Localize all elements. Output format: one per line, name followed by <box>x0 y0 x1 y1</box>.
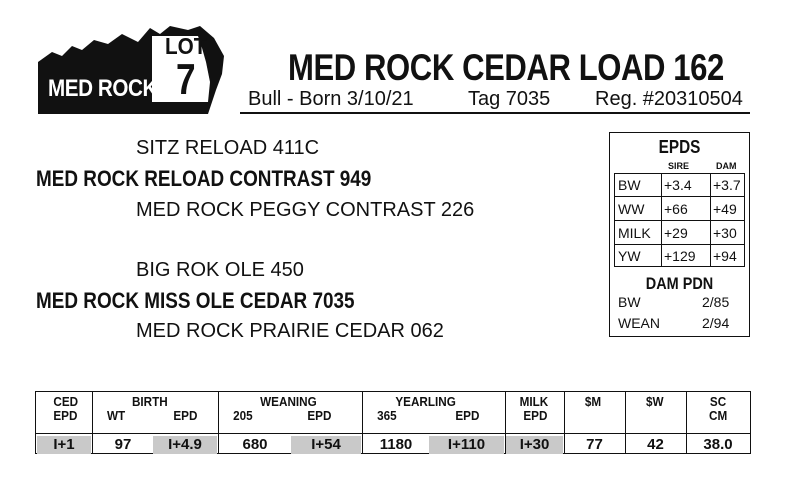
performance-table <box>35 391 751 454</box>
value-dollar-w: 42 <box>647 436 664 453</box>
epd-dam-value: +49 <box>713 201 737 217</box>
epd-dam-header: DAM <box>716 161 737 171</box>
epd-table <box>614 173 745 267</box>
epd-dam-value: +94 <box>713 248 737 264</box>
pedigree-dam-sire: BIG ROK OLE 450 <box>136 259 304 281</box>
header-rule <box>240 112 750 114</box>
value-birth-wt: 97 <box>114 436 132 453</box>
header-weaning-205: 205 <box>233 408 253 423</box>
birth-info: Bull - Born 3/10/21 <box>248 88 414 110</box>
value-sc: 38.0 <box>703 436 733 453</box>
value-milk: I+30 <box>506 436 563 454</box>
epd-row-label: BW <box>618 177 641 193</box>
header-milk-sub: EPD <box>523 408 548 423</box>
value-weaning-epd: I+54 <box>291 436 361 454</box>
lot-label: LOT <box>165 33 207 59</box>
header-dollar-w: $W <box>645 394 664 409</box>
epd-dam-value: +30 <box>713 225 737 241</box>
value-birth-epd: I+4.9 <box>153 436 217 454</box>
header-milk: MILK <box>519 394 549 409</box>
pedigree-sire: MED ROCK RELOAD CONTRAST 949 <box>36 166 372 191</box>
epd-title: EPDS <box>658 137 701 157</box>
pedigree-sire-sire: SITZ RELOAD 411C <box>136 137 320 159</box>
value-yearling-epd: I+110 <box>429 436 504 454</box>
header-ced-sub: EPD <box>53 408 78 423</box>
lot-number: 7 <box>176 55 196 104</box>
header-birth: BIRTH <box>131 394 168 409</box>
header-birth-epd: EPD <box>173 408 198 423</box>
epd-row-label: YW <box>618 248 641 264</box>
registration-number: Reg. #20310504 <box>595 88 743 110</box>
dam-pdn-value: 2/85 <box>702 294 730 310</box>
pedigree-dam: MED ROCK MISS OLE CEDAR 7035 <box>36 288 355 313</box>
header-weaning: WEANING <box>260 394 317 409</box>
header-weaning-epd: EPD <box>307 408 332 423</box>
header-sc-sub: CM <box>709 408 728 423</box>
dam-pdn-title: DAM PDN <box>645 274 714 293</box>
dam-pdn-label: WEAN <box>618 315 660 331</box>
tag-number: Tag 7035 <box>468 88 551 110</box>
header-yearling: YEARLING <box>395 394 456 409</box>
header-birth-wt: WT <box>107 408 126 423</box>
header-sc: SC <box>709 394 727 409</box>
epd-dam-value: +3.7 <box>713 177 741 193</box>
epd-sire-value: +129 <box>664 248 696 264</box>
header-yearling-365: 365 <box>377 408 397 423</box>
epd-sire-value: +66 <box>664 201 688 217</box>
dam-pdn-label: BW <box>618 294 641 310</box>
epd-sire-value: +3.4 <box>664 177 692 193</box>
pedigree-dam-dam: MED ROCK PRAIRIE CEDAR 062 <box>136 320 444 342</box>
value-weaning-205: 680 <box>242 436 268 453</box>
epd-box <box>609 132 750 337</box>
epd-row-label: WW <box>618 201 645 217</box>
logo-name: MED ROCK <box>48 75 157 102</box>
epd-row-label: MILK <box>618 225 651 241</box>
header-dollar-m: $M <box>584 394 602 409</box>
epd-sire-value: +29 <box>664 225 688 241</box>
value-dollar-m: 77 <box>586 436 603 453</box>
epd-sire-header: SIRE <box>668 161 690 171</box>
dam-pdn-value: 2/94 <box>702 315 730 331</box>
value-ced: I+1 <box>37 436 91 454</box>
header-yearling-epd: EPD <box>455 408 480 423</box>
animal-name-title: MED ROCK CEDAR LOAD 162 <box>288 47 724 88</box>
header-ced: CED <box>53 394 79 409</box>
value-yearling-365: 1180 <box>379 436 413 453</box>
pedigree-sire-dam: MED ROCK PEGGY CONTRAST 226 <box>136 199 475 221</box>
